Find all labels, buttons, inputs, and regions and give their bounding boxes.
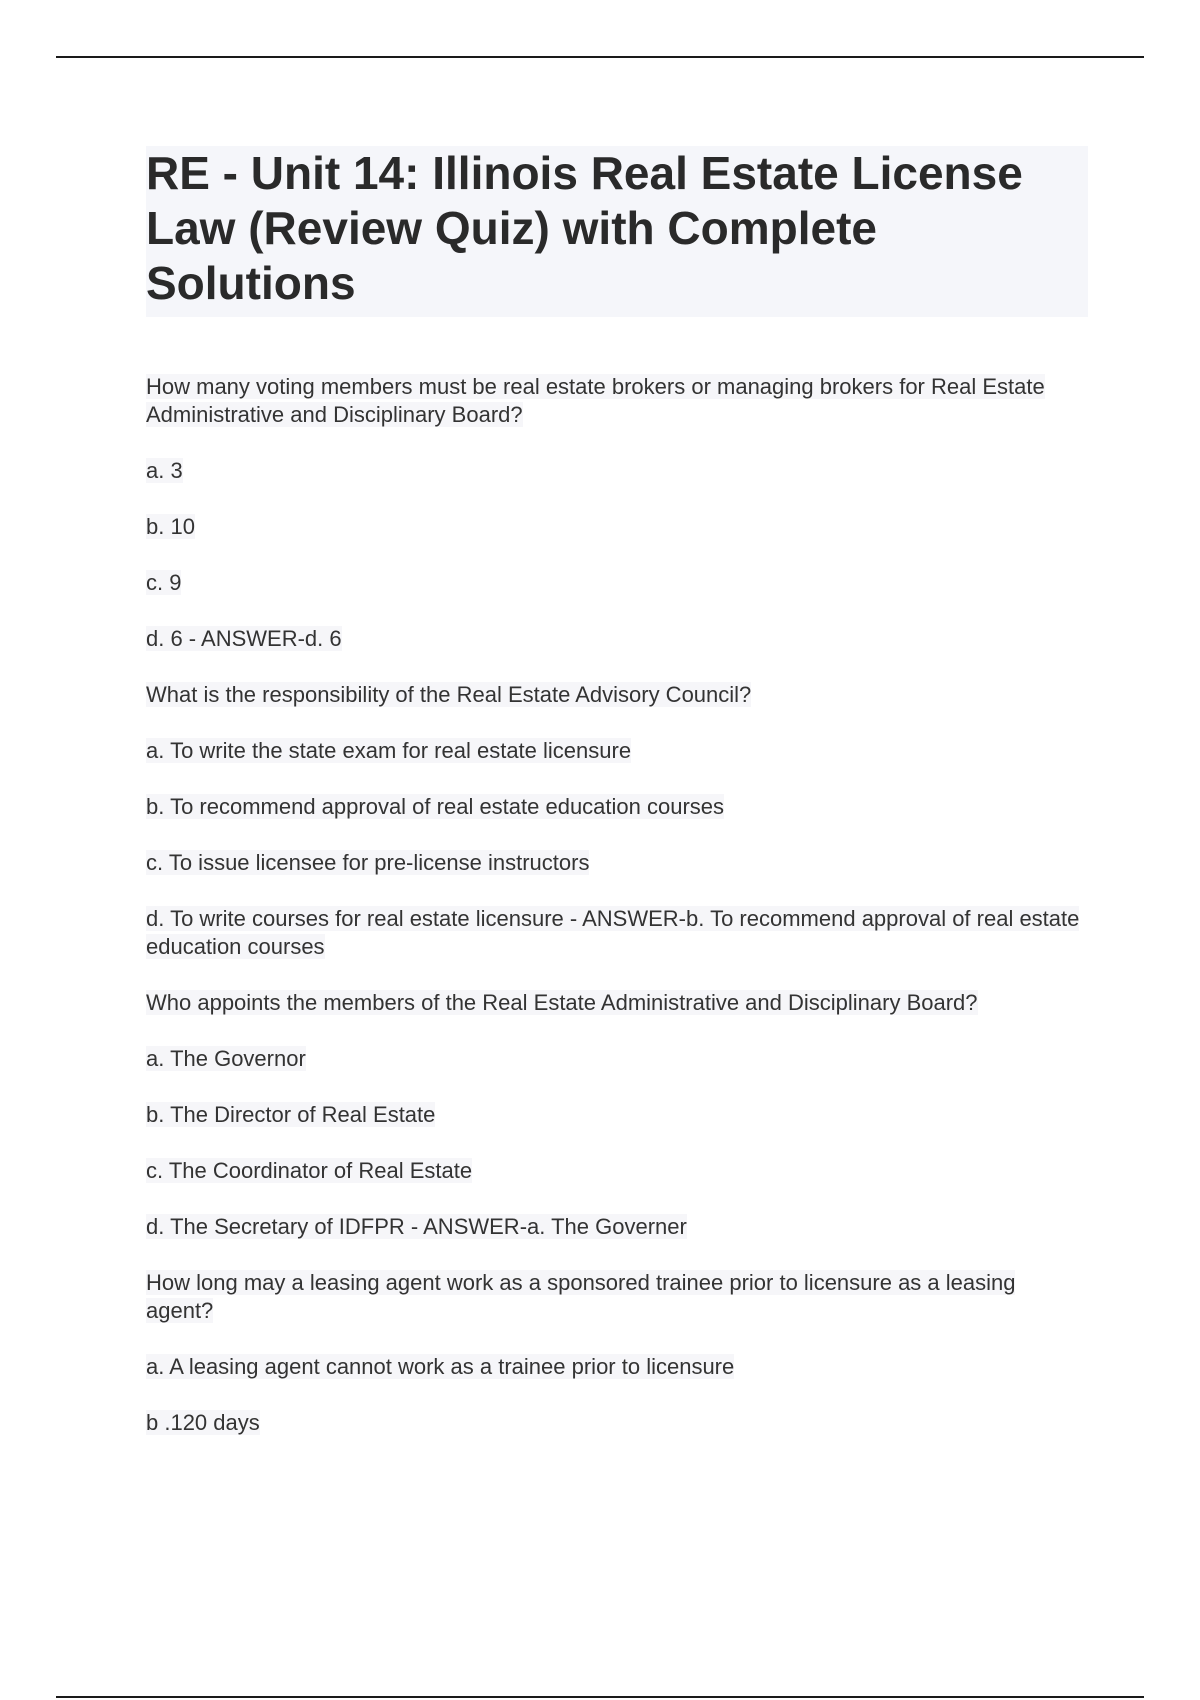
question-4: How long may a leasing agent work as a sponsored trainee prior to licensure as a leasing agent? — [146, 1270, 1016, 1323]
option-1c: c. 9 — [146, 570, 182, 595]
question-3: Who appoints the members of the Real Estate Administrative and Disciplinary Board? — [146, 990, 978, 1015]
option-1b: b. 10 — [146, 514, 195, 539]
top-rule — [56, 56, 1144, 58]
bottom-rule — [56, 1696, 1144, 1698]
option-3a: a. The Governor — [146, 1046, 306, 1071]
option-3d-answer: d. The Secretary of IDFPR - ANSWER-a. The Governer — [146, 1214, 687, 1239]
question-2: What is the responsibility of the Real Estate Advisory Council? — [146, 682, 752, 707]
option-2d-answer: d. To write courses for real estate licensure - ANSWER-b. To recommend approval of real estate education courses — [146, 906, 1080, 959]
option-1d-answer: d. 6 - ANSWER-d. 6 — [146, 626, 342, 651]
option-2a: a. To write the state exam for real estate licensure — [146, 738, 632, 763]
option-3b: b. The Director of Real Estate — [146, 1102, 436, 1127]
document-title: RE - Unit 14: Illinois Real Estate License Law (Review Quiz) with Complete Solutions — [146, 146, 1088, 317]
option-1a: a. 3 — [146, 458, 183, 483]
question-1: How many voting members must be real estate brokers or managing brokers for Real Estate Administrative and Disciplinary Board? — [146, 374, 1045, 427]
document-body — [146, 146, 1088, 1465]
option-4a: a. A leasing agent cannot work as a trainee prior to licensure — [146, 1354, 735, 1379]
quiz-content — [146, 373, 1088, 1437]
option-2b: b. To recommend approval of real estate education courses — [146, 794, 725, 819]
option-4b: b .120 days — [146, 1410, 260, 1435]
option-2c: c. To issue licensee for pre-license instructors — [146, 850, 590, 875]
option-3c: c. The Coordinator of Real Estate — [146, 1158, 473, 1183]
